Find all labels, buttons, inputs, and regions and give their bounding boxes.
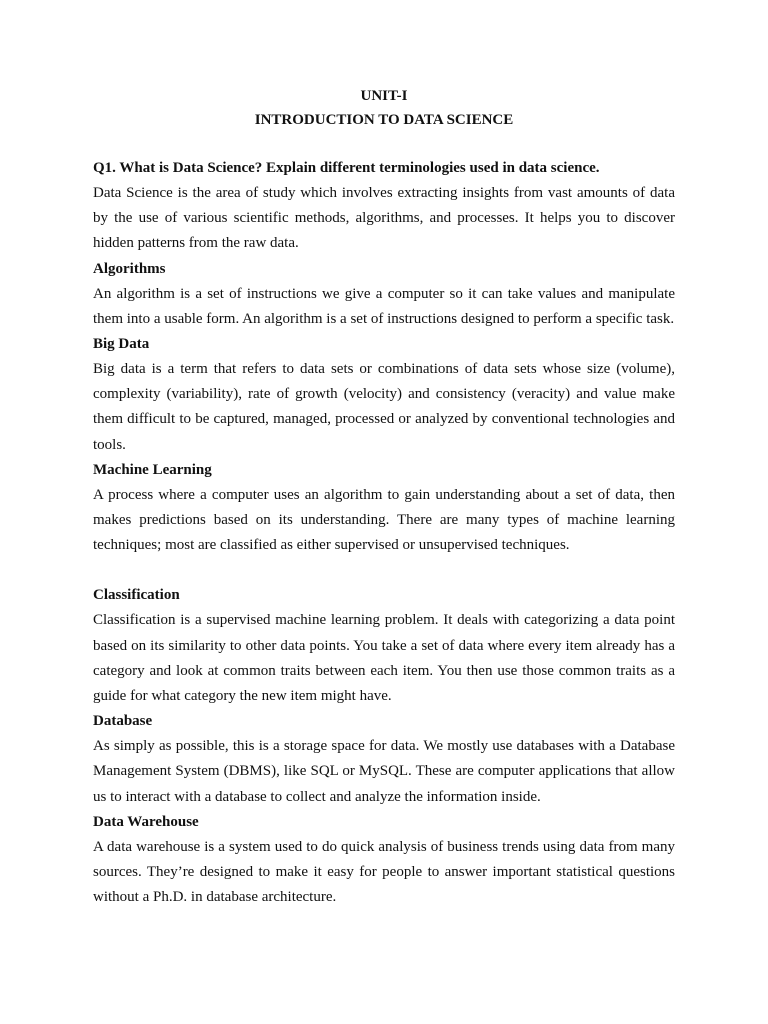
unit-label: UNIT-I [360, 88, 408, 104]
section-text-machine-learning: A process where a computer uses an algorithm to gain understanding about a set of data, then makes predictions based on its understanding. There are many types of machine learning techniques; most are classified as either supervised or unsupervised techniques. [93, 486, 675, 554]
section-text-big-data: Big data is a term that refers to data sets or combinations of data sets whose size (volume), complexity (variability), rate of growth (velocity) and consistency (veracity) and value make them difficult to be captured, managed, processed or analyzed by conventional technologies and tools. [93, 361, 675, 453]
section-text-algorithms: An algorithm is a set of instructions we give a computer so it can take values and manipulate them into a usable form. An algorithm is a set of instructions designed to perform a specific task. [93, 285, 675, 327]
section-heading-data-warehouse: Data Warehouse [93, 813, 199, 830]
page-title: INTRODUCTION TO DATA SCIENCE [254, 112, 514, 128]
section-heading-classification: Classification [93, 587, 180, 604]
section-text-database: As simply as possible, this is a storage space for data. We mostly use databases with a Database Management System (DBMS), like SQL or MySQL. These are computer applications that allow us to interact with a database to collect and analyze the information inside. [93, 738, 675, 805]
section-heading-big-data: Big Data [93, 336, 150, 353]
section-heading-database: Database [93, 713, 153, 730]
document-page [93, 84, 675, 910]
section-text-classification: Classification is a supervised machine learning problem. It deals with categorizing a data point based on its similarity to other data points. You take a set of data where every item already has a category and look at common traits between each item. You then use those common traits as a guide for what category the new item might have. [93, 612, 675, 705]
question-heading: Q1. What is Data Science? Explain different terminologies used in data science. [93, 160, 600, 176]
section-text-data-warehouse: A data warehouse is a system used to do quick analysis of business trends using data from many sources. They’re designed to make it easy for people to answer important statistical questions without a Ph.D. in database architecture. [93, 838, 675, 906]
section-heading-machine-learning: Machine Learning [93, 461, 212, 478]
intro-paragraph: Data Science is the area of study which involves extracting insights from vast amounts of data by the use of various scientific methods, algorithms, and processes. It helps you to discover hidden patterns from the raw data. [93, 185, 675, 252]
paragraph-gap [93, 558, 675, 583]
section-heading-algorithms: Algorithms [93, 260, 166, 277]
